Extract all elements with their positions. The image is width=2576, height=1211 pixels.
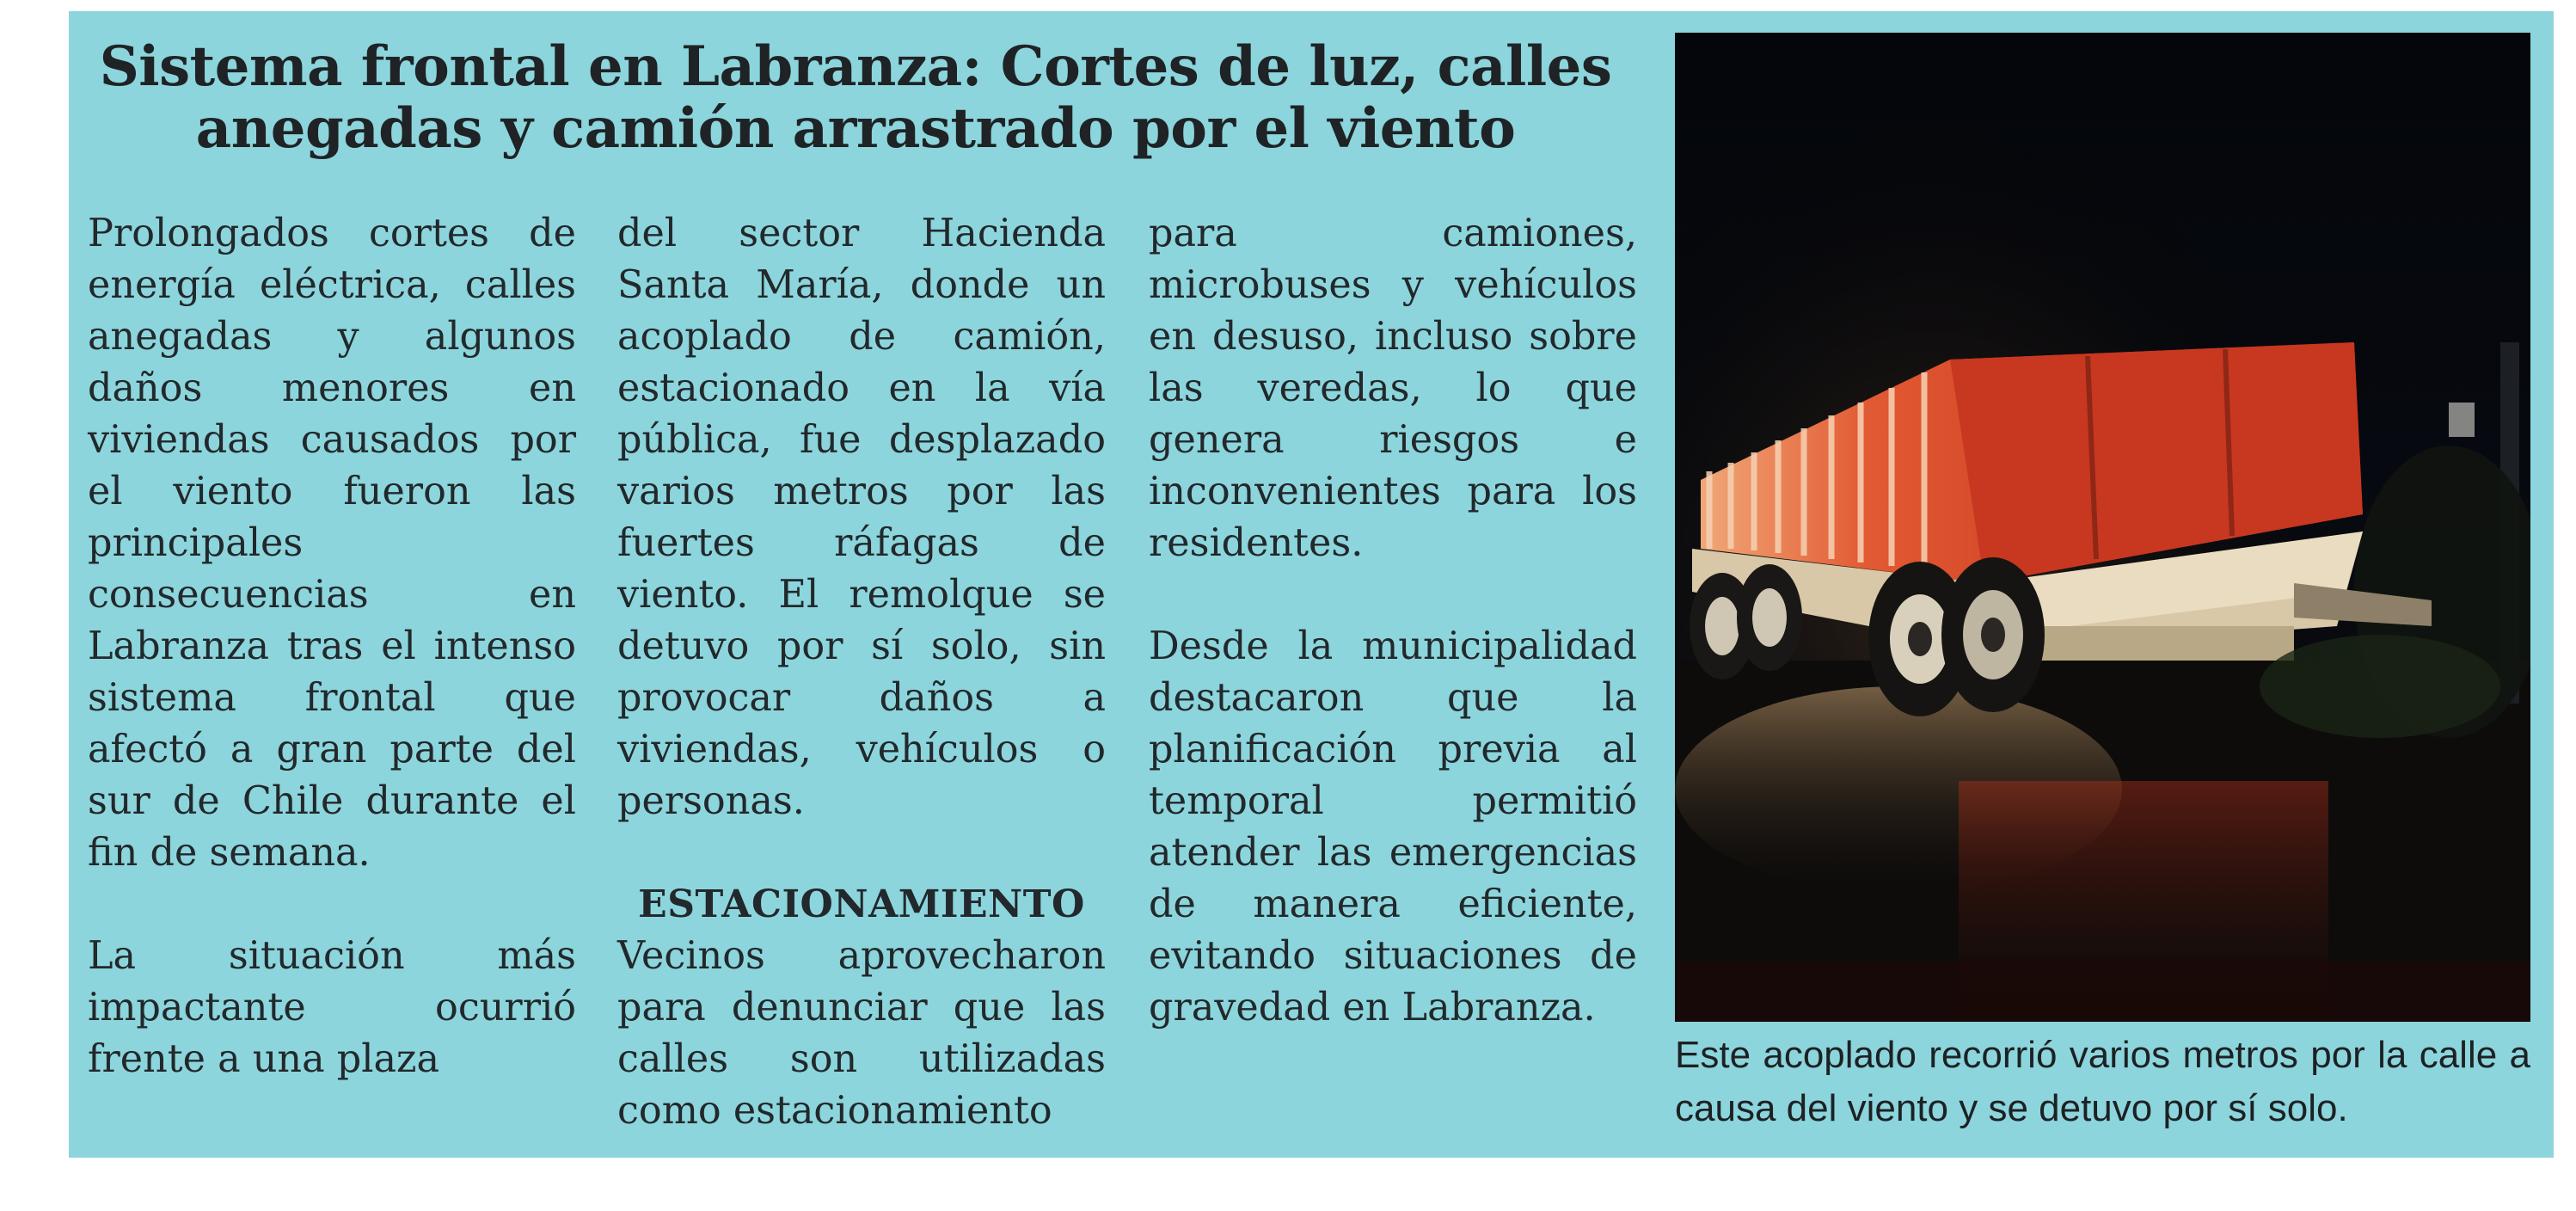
paragraph-1: Prolongados cortes de energía eléctrica, calles anegadas y algunos daños menores en viviendas causados por el viento fueron las principales consecuencias en Labranza tras el intenso sistema frontal que afectó a gran parte del sur de Chile durante el fin de semana. — [88, 212, 576, 875]
subheading: ESTACIONAMIENTO — [638, 882, 1085, 926]
paragraph-2-part-1: La situación más impactante ocurrió frente a una plaza — [88, 934, 576, 1081]
paragraph-3-part-2: para camiones, microbuses y vehículos en desuso, incluso sobre las veredas, lo que genera riesgos e inconvenientes para los residentes. — [1149, 212, 1637, 565]
article-column-2 — [617, 208, 1106, 1137]
photo-caption: Este acoplado recorrió varios metros por la calle a causa del viento y se detuvo por sí solo. — [1675, 1034, 2530, 1129]
paragraph-4: Desde la municipalidad destacaron que la planificación previa al temporal permitió atender las emergencias de manera eficiente, evitando situaciones de gravedad en Labranza. — [1149, 624, 1637, 1030]
paragraph-2-part-2: del sector Hacienda Santa María, donde un acoplado de camión, estacionado en la vía pública, fue desplazado varios metros por las fuertes ráfagas de viento. El remolque se detuvo por sí solo, sin provocar daños a viviendas, vehículos o personas. — [617, 212, 1106, 823]
paragraph-3-part-1: Vecinos aprovecharon para denunciar que las calles son utilizadas como estacionamiento — [617, 934, 1106, 1133]
truck-trailer-photo — [1675, 33, 2530, 1022]
article-column-3 — [1149, 208, 1637, 1034]
article-column-1 — [88, 208, 576, 1085]
headline: Sistema frontal en Labranza: Cortes de luz, calles anegadas y camión arrastrado por el viento — [99, 34, 1612, 162]
